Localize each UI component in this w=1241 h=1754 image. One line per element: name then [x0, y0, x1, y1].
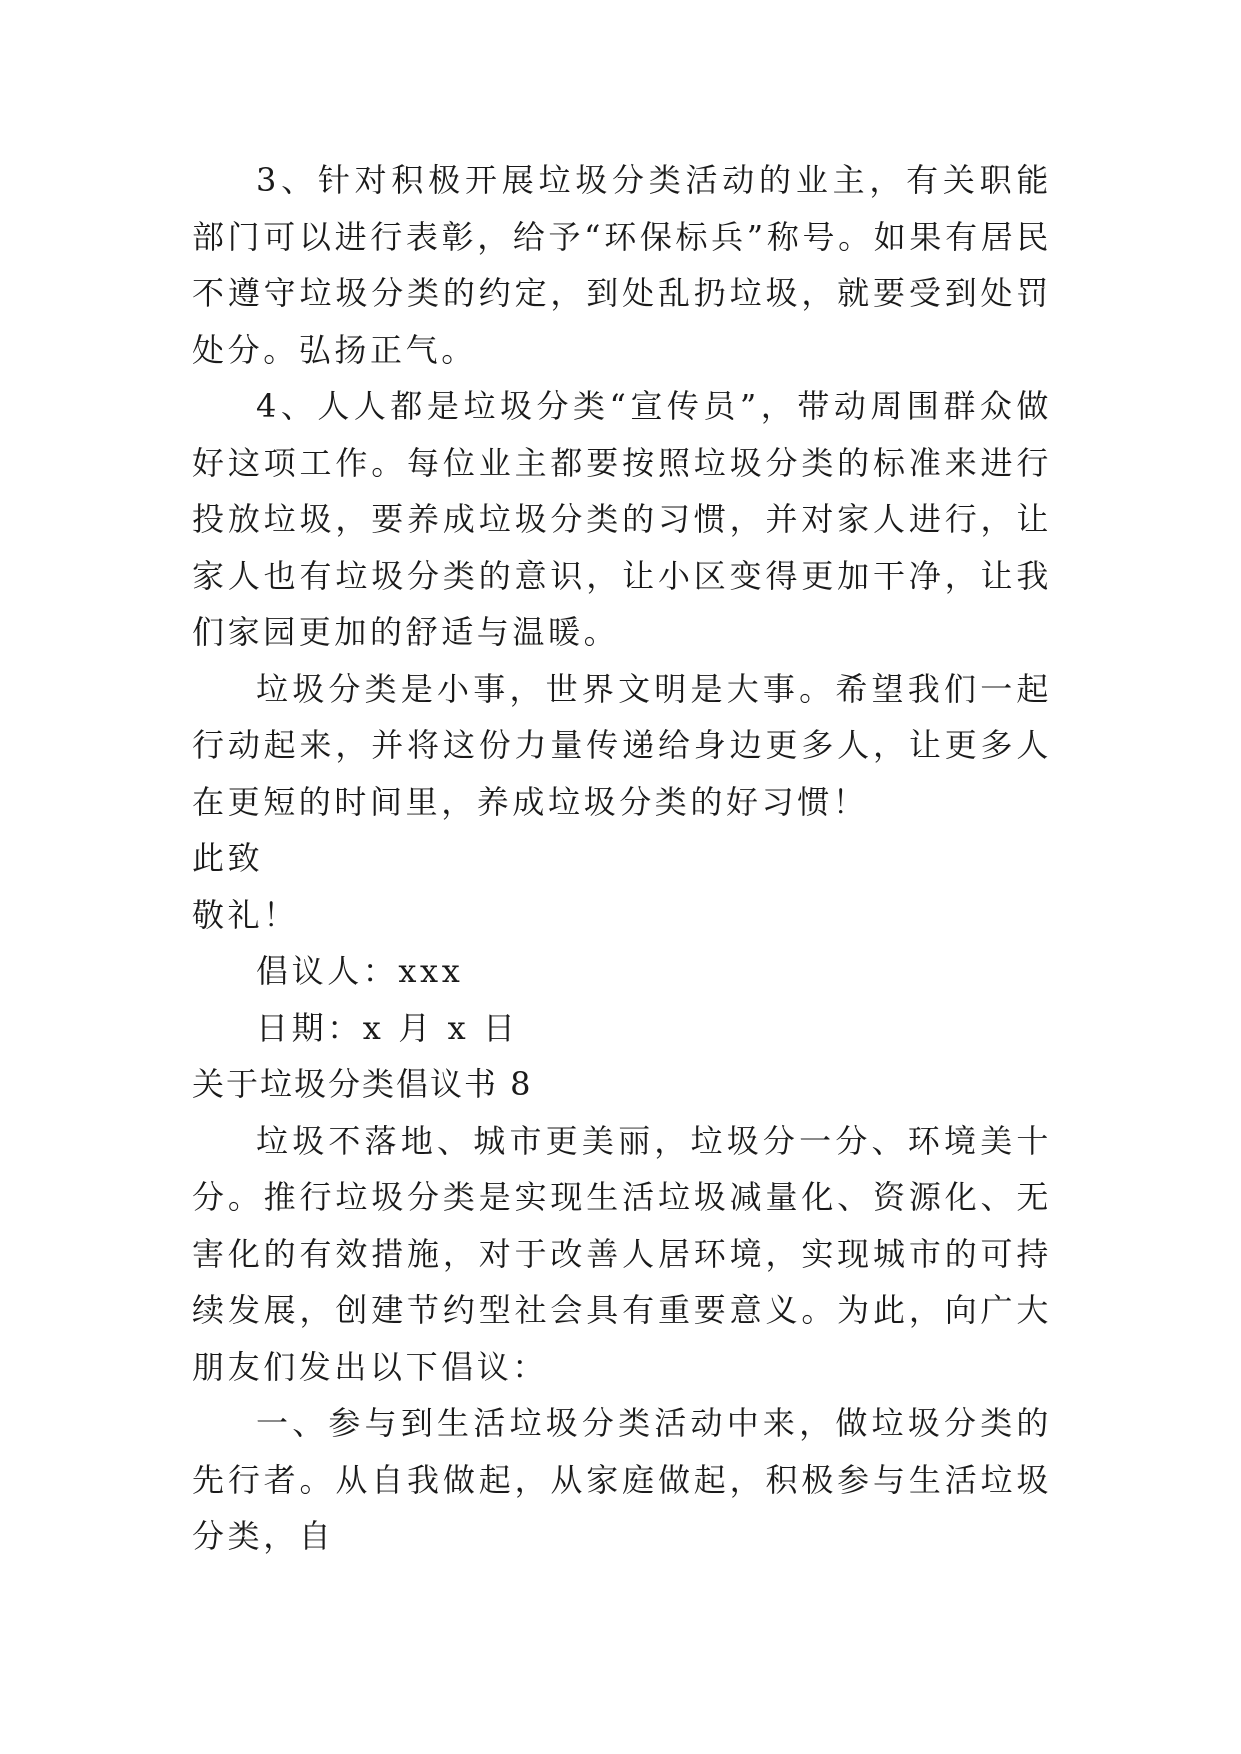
paragraph-conclusion: 垃圾分类是小事，世界文明是大事。希望我们一起行动起来，并将这份力量传递给身边更多人，让更多人在更短的时间里，养成垃圾分类的好习惯！	[192, 669, 1052, 821]
closing-salutation-1: 此致	[192, 839, 264, 877]
closing-salutation-2: 敬礼！	[192, 895, 299, 934]
section-title: 关于垃圾分类倡议书 8	[192, 1065, 533, 1103]
date-line: 日期：x 月 x 日	[256, 1008, 519, 1047]
paragraph-proposal-1: 一、参与到生活垃圾分类活动中来，做垃圾分类的先行者。从自我做起，从家庭做起，积极参与生活垃圾分类，自	[192, 1404, 1052, 1555]
paragraph-item-4: 4、人人都是垃圾分类“宣传员”，带动周围群众做好这项工作。每位业主都要按照垃圾分类的标准来进行投放垃圾，要养成垃圾分类的习惯，并对家人进行，让家人也有垃圾分类的意识，让小区变得更加干净，让我们家园更加的舒适与温暖。	[192, 387, 1052, 651]
document-body	[192, 152, 1052, 1565]
paragraph-item-3: 3、针对积极开展垃圾分类活动的业主，有关职能部门可以进行表彰，给予“环保标兵”称号。如果有居民不遵守垃圾分类的约定，到处乱扔垃圾，就要受到处罚处分。弘扬正气。	[192, 161, 1052, 369]
proposer-line: 倡议人：xxx	[256, 952, 464, 990]
paragraph-intro: 垃圾不落地、城市更美丽，垃圾分一分、环境美十分。推行垃圾分类是实现生活垃圾减量化、资源化、无害化的有效措施，对于改善人居环境，实现城市的可持续发展，创建节约型社会具有重要意义。为此，向广大朋友们发出以下倡议：	[192, 1121, 1052, 1386]
